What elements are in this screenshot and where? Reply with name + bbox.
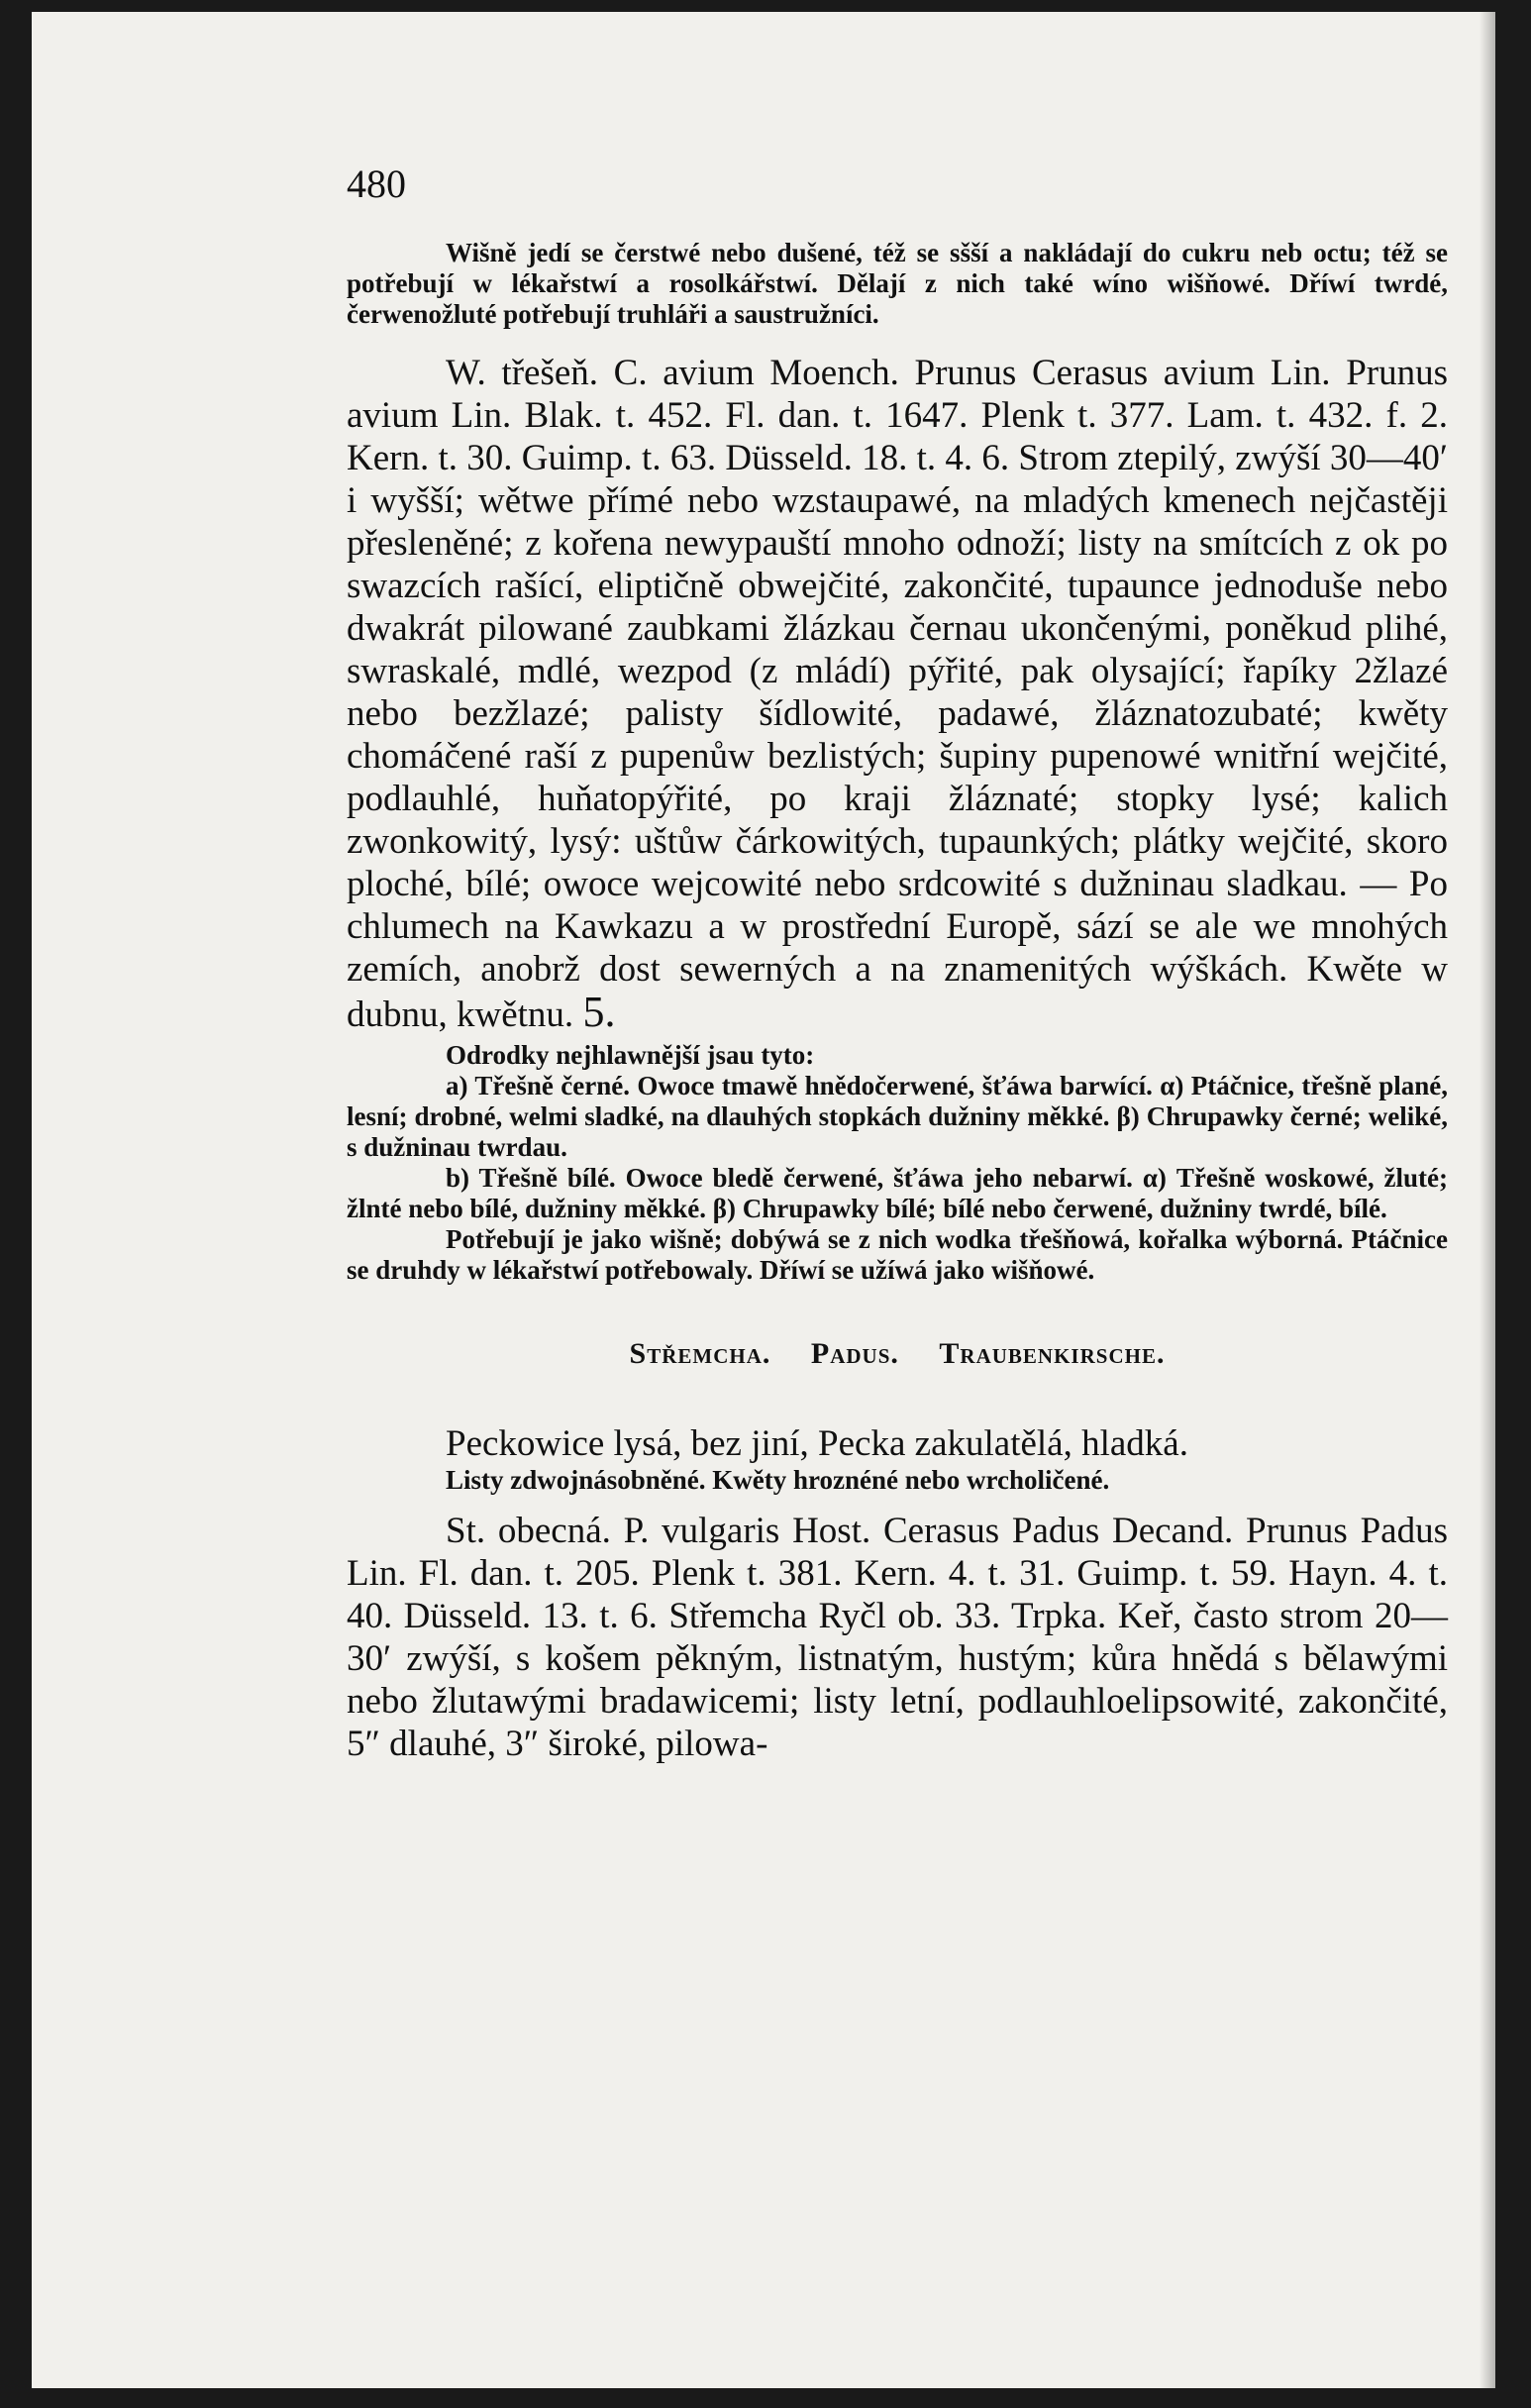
paragraph-cherry: [347, 352, 1448, 1036]
variety-b: b) Třešně bílé. Owoce bledě čerwené, šťáwa jeho nebarwí. α) Třešně woskowé, žluté; žlnté nebo bílé, dužniny měkké. β) Chrupawky bílé; bílé nebo čerwené, dužniny twrdé, bílé.: [347, 1163, 1448, 1223]
varieties-heading: Odrodky nejhlawnější jsau tyto:: [446, 1040, 815, 1070]
section-title-latin: Padus.: [810, 1337, 899, 1370]
paragraph-padus: St. obecná. P. vulgaris Host. Cerasus Padus Decand. Prunus Padus Lin. Fl. dan. t. 205. Plenk t. 381. Kern. 4. t. 31. Guimp. t. 59. Hayn. 4. t. 40. Düsseld. 13. t. 6. Střemcha Ryčl ob. 33. Trpka. Keř, často strom 20—30′ zwýší, s košem pěkným, listnatým, hustým; kůra hnědá s bělawými nebo žlutawými bradawicemi; listy letní, podlauhloelipsowité, zakončité, 5″ dlauhé, 3″ široké, pilowa-: [347, 1511, 1448, 1764]
section-title-czech: Střemcha.: [629, 1337, 771, 1370]
genus-line-1: Peckowice lysá, bez jiní, Pecka zakulatělá, hladká.: [446, 1423, 1188, 1464]
paragraph-intro: Wišně jedí se čerstwé nebo dušené, též se sšší a nakládají do cukru neb octu; též se potřebují w lékařstwí a rosolkářstwí. Dělají z nich také wíno wišňowé. Dříwí twrdé, čerwenožluté potřebují truhláři a saustružníci.: [347, 238, 1448, 329]
variety-a: a) Třešně černé. Owoce tmawě hnědočerwené, šťáwa barwící. α) Ptáčnice, třešně plané, lesní; drobné, welmi sladké, na dlauhých stopkách dužniny měkké. β) Chrupawky černé; weliké, s dužninau twrdau.: [347, 1071, 1448, 1162]
page-body: [347, 238, 1448, 1765]
section-title: [347, 1337, 1448, 1371]
paragraph-uses: Potřebují je jako wišně; dobýwá se z nich wodka třešňowá, kořalka wýborná. Ptáčnice se druhdy w lékařstwí potřebowaly. Dříwí se užíwá jako wišňowé.: [347, 1224, 1448, 1285]
page-number: 480: [347, 161, 406, 206]
book-page: [32, 12, 1495, 2388]
section-title-german: Traubenkirsche.: [939, 1337, 1166, 1370]
paragraph-cherry-mark: 5.: [582, 988, 616, 1036]
genus-line-2: Listy zdwojnásobněné. Kwěty hroznéné nebo wrcholičené.: [446, 1465, 1110, 1495]
paragraph-cherry-text: W. třešeň. C. avium Moench. Prunus Cerasus avium Lin. Prunus avium Lin. Blak. t. 452. Fl. dan. t. 1647. Plenk t. 377. Lam. t. 432. f. 2. Kern. t. 30. Guimp. t. 63. Düsseld. 18. t. 4. 6. Strom ztepilý, zwýší 30—40′ i wyšší; wětwe přímé nebo wzstaupawé, na mladých kmenech nejčastěji přesleněné; z kořena newypauští mnoho odnoží; listy na smítcích z ok po swazcích rašící, eliptičně obwejčité, zakončité, tupaunce jednoduše nebo dwakrát pilowané zaubkami žlázkau černau ukončenými, poněkud plihé, swraskalé, mdlé, wezpod (z mládí) pýřité, pak olysající; řapíky 2žlazé nebo bezžlazé; palisty šídlowité, padawé, žláznatozubaté; kwěty chomáčené raší z pupenůw bezlistých; šupiny pupenowé wnitřní wejčité, podlauhlé, huňatopýřité, po kraji žláznaté; stopky lysé; kalich zwonkowitý, lysý: uštůw čárkowitých, tupaunkých; plátky wejčité, skoro ploché, bílé; owoce wejcowité nebo srdcowité s dužninau sladkau. — Po chlumech na Kawkazu a w prostřední Europě, sází se ale we mnohých zemích, anobrž dost sewerných a na znamenitých wýškách. Kwěte w dubnu, kwětnu.: [347, 353, 1448, 1035]
